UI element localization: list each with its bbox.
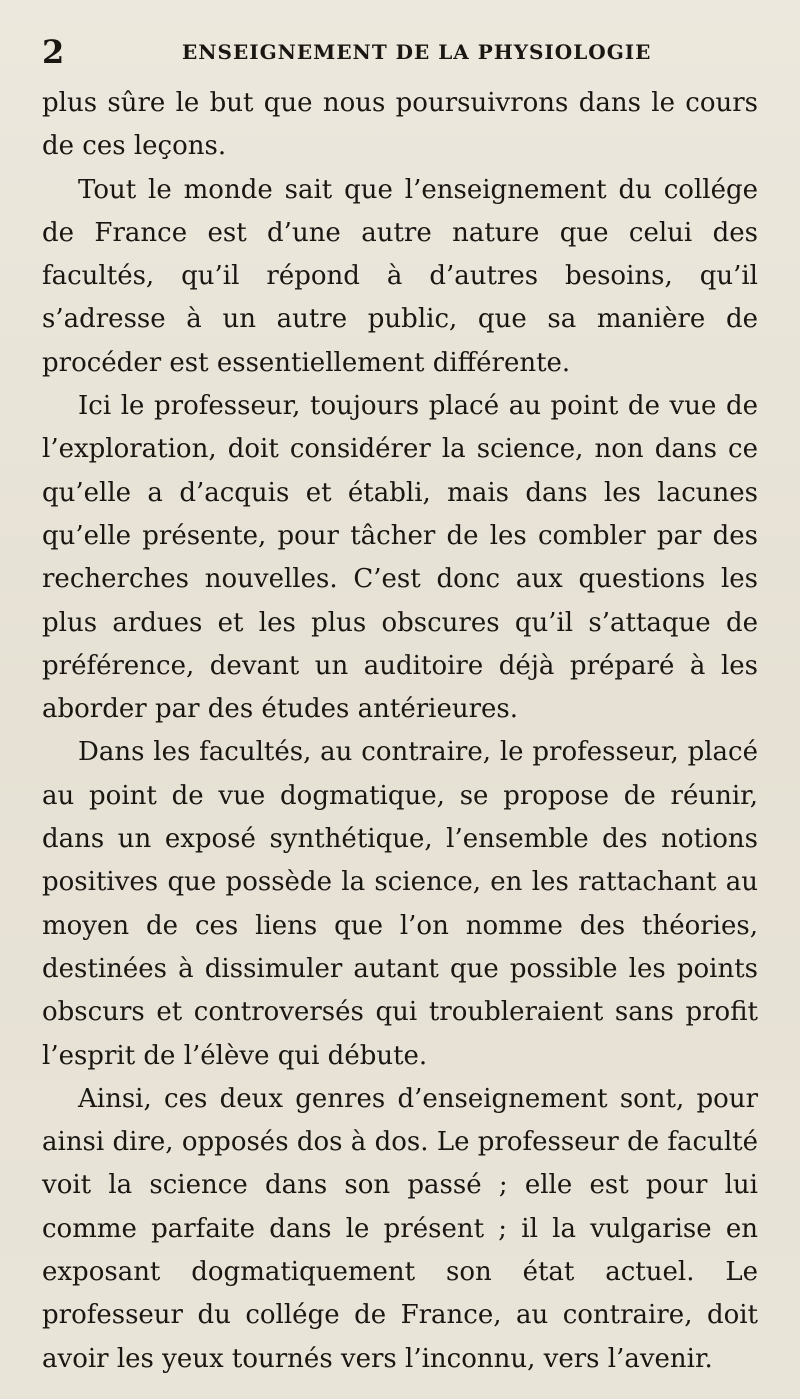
paragraph-continuation: plus sûre le but que nous poursuivrons dans le cours de ces leçons. <box>42 88 758 162</box>
running-title: ENSEIGNEMENT DE LA PHYSIOLOGIE <box>182 40 652 64</box>
page-number: 2 <box>42 33 65 71</box>
paragraph-professor-exploration: Ici le professeur, toujours placé au point de vue de l’exploration, doit considérer la science, non dans ce qu’elle a d’acquis et établi, mais dans les lacunes qu’elle présente, pour tâcher de les combler par des recherches nouvelles. C’est donc aux questions les plus ardues et les plus obscures qu’il s’attaque de préférence, devant un auditoire déjà préparé à les aborder par des études antérieures. <box>42 391 758 725</box>
page-header <box>42 30 758 74</box>
page-body <box>42 82 758 1381</box>
paragraph-facultes: Dans les facultés, au contraire, le professeur, placé au point de vue dogmatique, se propose de réunir, dans un exposé synthétique, l’ensemble des notions positives que possède la science, en les rattachant au moyen de ces liens que l’on nomme des théories, destinées à dissimuler autant que possible les points obscurs et controversés qui troubleraient sans profit l’esprit de l’élève qui débute. <box>42 737 758 1071</box>
paragraph-conclusion: Ainsi, ces deux genres d’enseignement sont, pour ainsi dire, opposés dos à dos. Le professeur de faculté voit la science dans son passé ; elle est pour lui comme parfaite dans le présent ; il la vulgarise en exposant dogmatiquement son état actuel. Le professeur du collége de France, au contraire, doit avoir les yeux tournés vers l’inconnu, vers l’avenir. <box>42 1083 758 1374</box>
paragraph-college-de-france: Tout le monde sait que l’enseignement du collége de France est d’une autre nature que celui des facultés, qu’il répond à d’autres besoins, qu’il s’adresse à un autre public, que sa manière de procéder est essentiellement différente. <box>42 174 758 378</box>
